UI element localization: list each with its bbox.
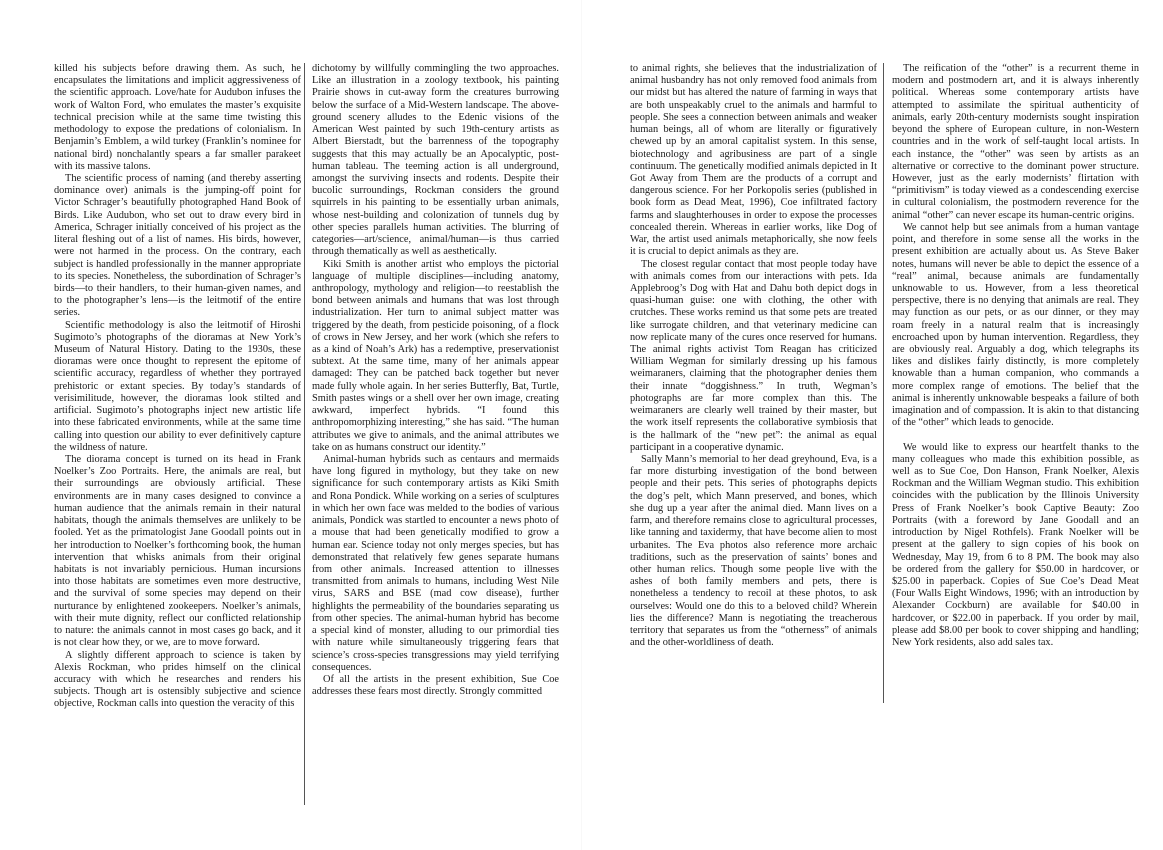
column-divider [304, 63, 305, 805]
paragraph: Animal-human hybrids such as centaurs and mermaids have long figured in mythology, but they take on new significance for such contemporary artists as Kiki Smith and Rona Pondick. While working on a series of sculptures in which her own face was melded to the bodies of various animals, Pondick was startled to encounter a news photo of a mouse that had been genetically modified to grow a human ear. Science today not only merges species, but has demonstrated that relatively few genes separate humans from other animals. Increased attention to illnesses transmitted from animals to humans, including West Nile virus, SARS and BSE (mad cow disease), further highlights the permeability of the boundaries separating us from other species. The animal-human hybrid has become a special kind of monster, alluding to our primordial ties with nature while simultaneously triggering fears that science’s cross-species transgressions may yield terrifying consequences. [312, 454, 559, 673]
paragraph: Sally Mann’s memorial to her dead greyhound, Eva, is a far more disturbing investigation of the bond between people and their pets. This series of photographs depicts the dog’s pelt, which Mann preserved, and bones, which she dug up a year after the animal died. Mann lives on a farm, and therefore remains close to agricultural processes, like tanning and taxidermy, that have become alien to most urbanites. The Eva photos also reference more archaic traditions, such as the preservation of saints’ bones and other human relics. Though some people live with the ashes of both family members and pets, there is nonetheless a tendency to recoil at these photos, to ask ourselves: Would one do this to a beloved child? Wherein lies the difference? Mann is negotiating the treacherous territory that separates us from the “otherness” of animals and the other-worldliness of death. [630, 454, 877, 649]
paragraph: to animal rights, she believes that the industrialization of animal husbandry has not only removed food animals from our midst but has altered the nature of farming in ways that are both unspeakably cruel to the animals and harmful to people. She sees a connection between animals and weaker human beings, all of whom are literally or figuratively chewed up by an amoral capitalist system. In this sense, biotechnology and agribusiness are part of a single continuum. The genetically modified animals depicted in It Got Away from Them are the products of a corrupt and dangerous science. For her Porkopolis series (published in book form as Dead Meat, 1996), Coe infiltrated factory farms and slaughterhouses in order to expose the processes concealed therein. Whereas in earlier works, like Dog of War, the artist used animals metaphorically, she now feels it is crucial to depict animals as they are. [630, 63, 877, 258]
paragraph: The scientific process of naming (and thereby asserting dominance over) animals is the jumping-off point for Victor Schrager’s beautifully photographed Hand Book of Birds. Like Audubon, who set out to draw every bird in America, Schrager initially conceived of his project as the literal fleshing out of a list of names. His birds, however, were not harmed in the process. On the contrary, each subject is handled professionally in the manner appropriate to its species. Nonetheless, the subordination of Schrager’s birds—to their handlers, to their human-given names, and to the photographer’s lens—is the leitmotif of the entire series. [54, 172, 301, 319]
paragraph: dichotomy by willfully commingling the two approaches. Like an illustration in a zoology textbook, his painting Prairie shows in cut-away form the creatures burrowing below the surface of a Mid-Western landscape. The above-ground scenery alludes to the Edenic visions of the American West painted by such 19th-century artists as Albert Bierstadt, but the barrenness of the topography suggests that this may actually be an Apocalyptic, post-human tableau. The teeming action is all underground, amongst the surviving insects and rodents. Despite their bucolic surroundings, Rockman considers the ground squirrels in his painting to be essentially urban animals, whose nest-building and colonization of tunnels dug by other species parallels human activities. The blurring of categories—art/science, animal/human—is thus carried through thematically as well as aesthetically. [312, 63, 559, 258]
paragraph: The closest regular contact that most people today have with animals comes from our interactions with pets. Ida Applebroog’s Dog with Hat and Dahu both depict dogs in quasi-human guise: one with clothing, the other with crutches. These works remind us that some pets are treated like surrogate children, and that veterinary medicine can now replicate many of the cures once reserved for humans. The animal rights activist Tom Reagan has criticized William Wegman for similarly dressing up his famous weimaraners, claiming that the photographer denies them their innate “doggishness.” In truth, Wegman’s photographs are far more complex than this. The weimaraners are clearly well trained by their master, but the work itself represents the collaborative symbiosis that is the hallmark of the “new pet”: the animal as equal participant in a cooperative dynamic. [630, 258, 877, 453]
paragraph: We cannot help but see animals from a human vantage point, and therefore in some sense all the works in the present exhibition are actually about us. As Steve Baker notes, humans will never be able to depict the essence of a “real” animal, because animals are fundamentally unknowable to us. However, from a less theoretical perspective, there is no denying that animals are real. They may function as our pets, or as our dinner, or they may roam freely in a natural realm that is increasingly encroached upon by human intervention. Regardless, they are obviously real. Arguably a dog, which telegraphs its likes and dislikes fairly distinctly, is more completely knowable than a human companion, who commands a more complex range of emotions. The belief that the animal is inherently unknowable bespeaks a failure of both imagination and of compassion. It is akin to that distancing of the “other” which leads to genocide. [892, 221, 1139, 429]
text-column-3 [630, 63, 877, 650]
paragraph: A slightly different approach to science is taken by Alexis Rockman, who prides himself on the clinical accuracy with which he researches and renders his subjects. Though art is ostensibly subjective and science objective, Rockman calls into question the veracity of this [54, 649, 301, 710]
paragraph: The reification of the “other” is a recurrent theme in modern and postmodern art, and it is always inherently political. Whereas some contemporary artists have attempted to assimilate the spiritual authenticity of animals, early 20th-century modernists sought inspiration beyond the sphere of European culture, in non-Western countries and in the work of self-taught local artists. In each instance, the “other” was seen by artists as an alternative or corrective to the dominant power structure. However, just as the early modernists’ flirtation with “primitivism” is today viewed as a condescending exercise in cultural colonialism, the postmodern reverence for the animal “other” can never escape its human-centric origins. [892, 63, 1139, 221]
column-divider [883, 63, 884, 703]
acknowledgements-paragraph: We would like to express our heartfelt thanks to the many colleagues who made this exhibition possible, as well as to Sue Coe, Don Hanson, Frank Noelker, Alexis Rockman and the William Wegman studio. This exhibition coincides with the publication by the Illinois University Press of Frank Noelker’s book Captive Beauty: Zoo Portraits (with a foreword by Jane Goodall and an introduction by Nigel Rothfels). Frank Noelker will be present at the gallery to sign copies of his book on Wednesday, May 19, from 6 to 8 PM. The book may also be ordered from the gallery for $50.00 in hardcover, or $25.00 in paperback. Copies of Sue Coe’s Dead Meat (Four Walls Eight Windows, 1996; with an introduction by Alexander Cockburn) are available for $40.00 in hardcover, or $22.00 in paperback. If you order by mail, please add $8.00 per book to cover shipping and handling; New York residents, also add sales tax. [892, 441, 1139, 649]
paragraph: Scientific methodology is also the leitmotif of Hiroshi Sugimoto’s photographs of the dioramas at New York’s Museum of Natural History. Dating to the 1930s, these dioramas were once thought to represent the epitome of scientific accuracy, regardless of whether they portrayed prehistoric or extant species. By today’s standards of verisimilitude, however, the dioramas look stilted and artificial. Sugimoto’s photographs inject new artistic life into these fabricated environments, while at the same time calling into question our ability to ever definitively capture the wildness of nature. [54, 319, 301, 453]
paragraph: killed his subjects before drawing them. As such, he encapsulates the limitations and implicit aggressiveness of the scientific approach. Love/hate for Audubon infuses the work of Walton Ford, who emulates the master’s exquisite technical precision while at the same time twisting this methodology to expose the predations of colonialism. In Benjamin’s Emblem, a wild turkey (Franklin’s nominee for national bird) nonchalantly spears a far smaller parakeet with its massive talons. [54, 63, 301, 172]
paragraph: The diorama concept is turned on its head in Frank Noelker’s Zoo Portraits. Here, the animals are real, but their surroundings are obviously artificial. These environments are in many cases designed to convince a human audience that the animals remain in their natural habitats, though the animals themselves are unlikely to be fooled. Yet as the primatologist Jane Goodall points out in her introduction to Noelker’s forthcoming book, the human intervention that whisks animals from their original habitats is not invariably pernicious. Human incursions into those habitats are sometimes even more destructive, and the survival of some species may depend on their nurturance by enlightened zookeepers. Noelker’s animals, with their mute dignity, reflect our conflicted relationship to nature: the animals cannot in most cases go back, and it is not clear how they, or we, are to move forward. [54, 454, 301, 649]
page-gutter [581, 0, 582, 850]
text-column-2 [312, 63, 559, 698]
text-column-4 [892, 63, 1139, 649]
paragraph: Kiki Smith is another artist who employs the pictorial language of multiple disciplines—including anatomy, anthropology, mythology and religion—to reestablish the bond between animals and humans that was lost through industrialization. Her turn to animal subject matter was triggered by the death, from pesticide poisoning, of a flock of crows in New Jersey, and her work (which she refers to as a kind of Noah’s Ark) has a redemptive, preservationist subtext. At the same time, many of her animals appear damaged: They can be patched back together but never made fully whole again. In her series Butterfly, Bat, Turtle, Smith pastes wings or a shell over her own image, creating awkward, imperfect hybrids. “I found this anthropomorphizing interesting,” she has said. “The human attributes we give to animals, and the animal attributes we take on as humans construct our identity.” [312, 258, 559, 453]
text-column-1 [54, 63, 301, 711]
paragraph: Of all the artists in the present exhibition, Sue Coe addresses these fears most directly. Strongly committed [312, 673, 559, 698]
